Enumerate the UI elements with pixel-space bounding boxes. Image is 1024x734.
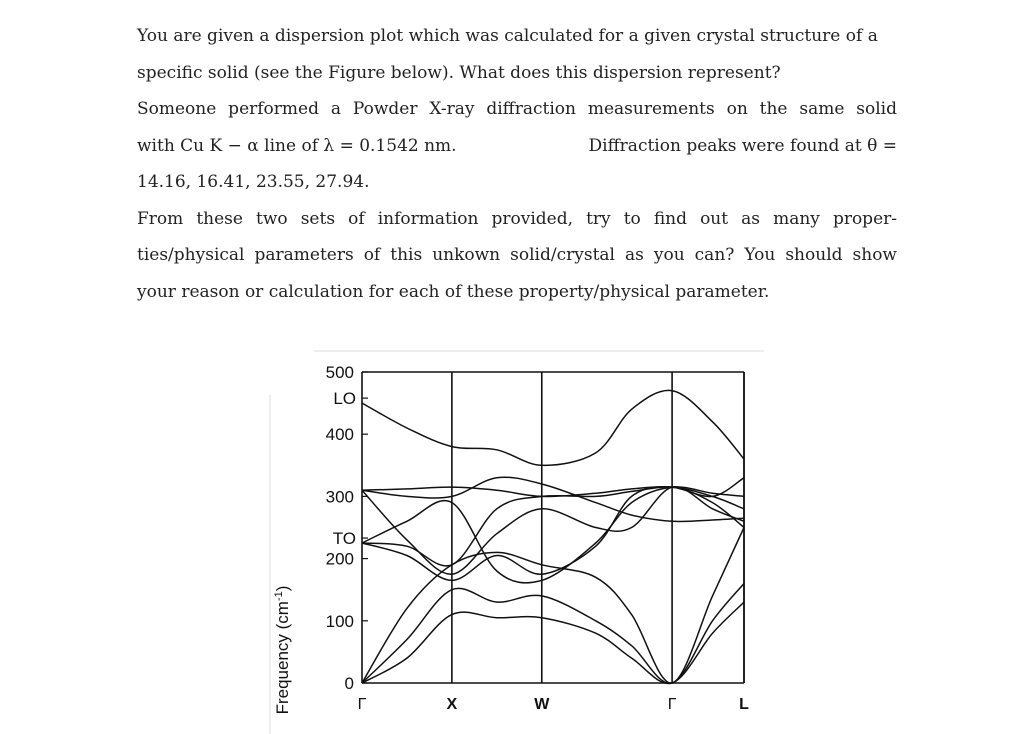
x-tick-label: Γ <box>357 696 367 713</box>
y-tick-label: 100 <box>325 611 354 631</box>
branch-mixed-1 <box>362 487 744 574</box>
wavelength-text: with Cu K − α line of λ = 0.1542 nm. <box>137 135 457 156</box>
peaks-intro-text: Diffraction peaks were found at θ = <box>588 135 897 156</box>
question-text <box>137 18 897 310</box>
question-line-1: You are given a dispersion plot which was calculated for a given crystal structure of a <box>137 26 878 46</box>
question-line-7: ties/physical parameters of this unkown solid/crystal as you can? You should show <box>137 245 897 265</box>
x-tick-label: Γ <box>667 696 677 713</box>
question-line-8: your reason or calculation for each of these property/physical parameter. <box>137 281 770 302</box>
y-tick-label: 500 <box>325 363 354 382</box>
y-axis-label: Frequency $(cm^{-1})$ <box>273 585 292 715</box>
branch-LA <box>362 528 744 684</box>
x-tick-label: L <box>739 696 749 713</box>
question-line-3: Someone performed a Powder X-ray diffraction measurements on the same solid <box>137 99 897 119</box>
x-tick-label: X <box>446 696 458 713</box>
branch-optical-2 <box>362 477 744 521</box>
y-tick-label: 400 <box>325 425 354 445</box>
branch-TA-1 <box>362 602 744 683</box>
question-line-4 <box>137 128 897 165</box>
y-tick-label: 200 <box>325 549 354 569</box>
dispersion-chart <box>262 350 772 734</box>
branch-TA-2 <box>362 584 744 684</box>
branch-LO-upper <box>362 390 744 465</box>
dispersion-figure <box>262 350 772 734</box>
branch-mixed-2 <box>362 487 744 583</box>
y-tick-label: 300 <box>325 487 354 507</box>
question-line-2: specific solid (see the Figure below). What does this dispersion represent? <box>137 62 781 83</box>
question-line-5: 14.16, 16.41, 23.55, 27.94. <box>137 172 370 192</box>
annotation-label-to: TO <box>332 529 356 549</box>
annotation-label-lo: LO <box>333 389 356 409</box>
branch-TO-1 <box>362 487 744 566</box>
question-line-6: From these two sets of information provided, try to find out as many proper- <box>137 208 897 229</box>
x-tick-label: W <box>534 696 550 713</box>
y-tick-label: 0 <box>344 674 354 693</box>
